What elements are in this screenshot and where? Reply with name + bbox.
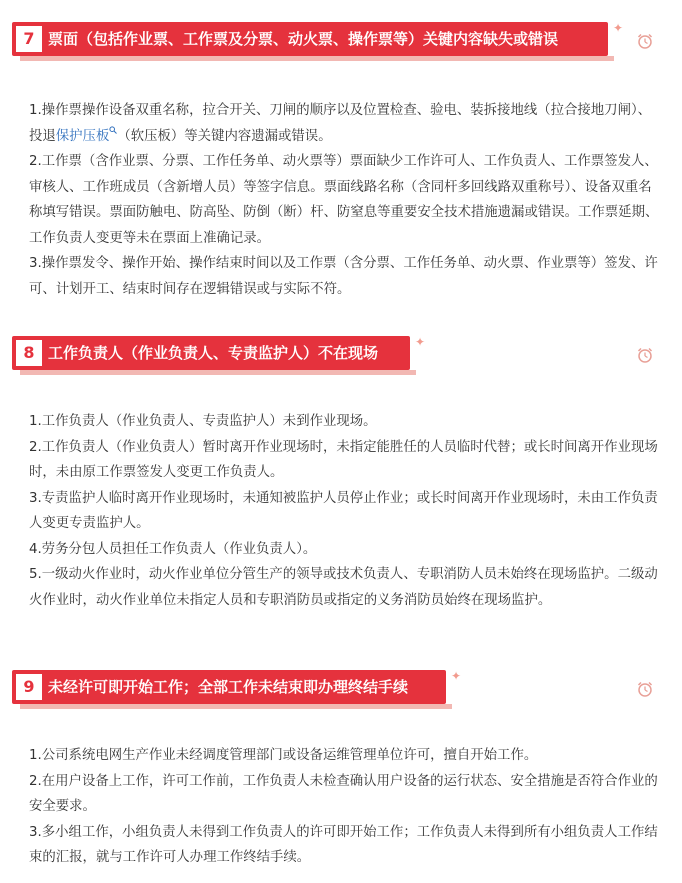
section-9-body [29,743,659,871]
section-8-paragraph-5: 5.一级动火作业时，动火作业单位分管生产的领导或技术负责人、专职消防人员未始终在现场监护。二级动火作业时，动火作业单位未指定人员和专职消防员或指定的义务消防员始终在现场监护。 [29,567,658,608]
section-8-paragraph-4: 4.劳务分包人员担任工作负责人（作业负责人）。 [29,541,317,557]
alarm-clock-icon [636,680,654,698]
section-7-number: 7 [16,26,42,52]
section-7-paragraph-1 [29,98,659,149]
protection-plate-link[interactable]: 保护压板 [55,128,110,144]
paragraph-text: （软压板）等关键内容遗漏或错误。 [117,128,332,144]
sparkle-icon: ✦ [613,21,624,35]
section-8-paragraph-3: 3.专责监护人临时离开作业现场时，未通知被监护人员停止作业；或长时间离开作业现场时，未由工作负责人变更专责监护人。 [29,490,658,531]
section-9-header-bar [12,670,446,704]
section-9-title: 未经许可即开始工作；全部工作未结束即办理终结手续 [48,678,409,696]
section-7-header [0,20,682,60]
section-9-number: 9 [16,674,42,700]
section-7-title: 票面（包括作业票、工作票及分票、动火票、操作票等）关键内容缺失或错误 [48,30,559,48]
sparkle-icon: ✦ [451,669,462,683]
section-7-paragraph-2: 2.工作票（含作业票、分票、工作任务单、动火票等）票面缺少工作许可人、工作负责人、工作票签发人、审核人、工作班成员（含新增人员）等签字信息。票面线路名称（含同杆多回线路双重称号）、设备双重名称填写错误。票面防触电、防高坠、防倒（断）杆、防窒息等重要安全技术措施遗漏或错误。工作票延期、工作负责人变更等未在票面上准确记录。 [29,154,659,246]
section-8-paragraph-1: 1.工作负责人（作业负责人、专责监护人）未到作业现场。 [29,414,377,429]
section-8-title: 工作负责人（作业负责人、专责监护人）不在现场 [48,344,379,362]
section-8-paragraph-2: 2.工作负责人（作业负责人）暂时离开作业现场时，未指定能胜任的人员临时代替；或长时间离开作业现场时，未由原工作票签发人变更工作负责人。 [29,439,658,480]
section-7-body [29,98,659,302]
section-8-number: 8 [16,340,42,366]
section-8-header [0,334,682,374]
section-8-header-bar [12,336,410,370]
alarm-clock-icon [636,346,654,364]
section-7-header-bar [12,22,608,56]
section-9-header [0,668,682,708]
paragraph-text: 1.操作票操作设备双重名称，拉合开关、刀闸的顺序以及位置检查、验电、装拆接地线（拉合接地刀闸）、投退 [29,103,652,144]
sparkle-icon: ✦ [415,335,426,349]
alarm-clock-icon [636,32,654,50]
section-9-paragraph-2: 2.在用户设备上工作，许可工作前，工作负责人未检查确认用户设备的运行状态、安全措施是否符合作业的安全要求。 [29,773,658,814]
section-9-paragraph-1: 1.公司系统电网生产作业未经调度管理部门或设备运维管理单位许可，擅自开始工作。 [29,748,538,763]
section-9-paragraph-3: 3.多小组工作，小组负责人未得到工作负责人的许可即开始工作；工作负责人未得到所有小组负责人工作结束的汇报，就与工作许可人办理工作终结手续。 [29,824,658,865]
section-7-paragraph-3: 3.操作票发令、操作开始、操作结束时间以及工作票（含分票、工作任务单、动火票、作业票等）签发、许可、计划开工、结束时间存在逻辑错误或与实际不符。 [29,256,658,297]
section-8-body [29,409,659,613]
